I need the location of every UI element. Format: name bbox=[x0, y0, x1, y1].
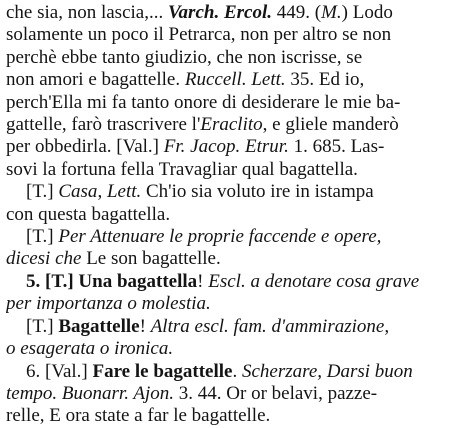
text-run: 5. [T.] bbox=[26, 270, 79, 292]
text-line bbox=[6, 293, 464, 315]
text-line bbox=[6, 181, 464, 203]
text-line bbox=[6, 92, 464, 114]
text-line bbox=[6, 24, 464, 46]
text-run: 35. Ed io, bbox=[285, 69, 365, 91]
text-run: 1. 685. Las- bbox=[288, 136, 385, 158]
text-run: Scherzare, Darsi buon bbox=[241, 360, 413, 382]
text-run: non amori e bagattelle. bbox=[6, 69, 185, 91]
text-run: M. bbox=[321, 2, 342, 23]
text-run: tempo. Buonarr. Ajon. bbox=[6, 382, 175, 404]
text-run: Casa bbox=[58, 181, 98, 203]
text-run: [T.] bbox=[26, 181, 59, 203]
text-run: che sia, non lascia,... bbox=[6, 2, 168, 23]
text-line bbox=[6, 114, 464, 136]
text-run: [T.] bbox=[26, 315, 59, 337]
entry-body bbox=[6, 2, 464, 428]
text-run: perch'Ella mi fa tanto onore di desiderare le mie ba- bbox=[6, 91, 401, 113]
text-run: . bbox=[232, 360, 242, 382]
text-run: per importanza o molestia. bbox=[6, 293, 211, 315]
text-line bbox=[6, 47, 464, 69]
text-line bbox=[6, 361, 464, 383]
text-run: 3. 44. Or or belavi, pazze- bbox=[174, 382, 378, 404]
text-run: ) Lodo bbox=[341, 2, 393, 23]
text-line bbox=[6, 338, 464, 360]
text-run: sovi la fortuna fella Travagliar qual bagattella. bbox=[6, 158, 358, 180]
text-run: 6. [Val.] bbox=[26, 360, 93, 382]
text-line bbox=[6, 226, 464, 248]
text-run: Fare le bagattelle bbox=[92, 360, 233, 382]
text-run: con questa bagattella. bbox=[6, 203, 171, 225]
text-run: Escl. a denotare cosa grave bbox=[208, 270, 420, 292]
text-run: per obbedirla. [Val.] bbox=[6, 136, 164, 158]
text-run: Altra escl. fam. d'ammirazione, bbox=[150, 315, 390, 337]
text-line bbox=[6, 159, 464, 181]
text-run: relle, E ora state a far le bagattelle. bbox=[6, 405, 271, 427]
text-run: Eraclito bbox=[200, 114, 263, 136]
text-run: Lett. bbox=[106, 181, 142, 203]
text-run: solamente un poco il Petrarca, non per altro se non bbox=[6, 24, 392, 46]
text-run: Una bagattella bbox=[78, 270, 198, 292]
text-line bbox=[6, 248, 464, 270]
text-run: 449. ( bbox=[271, 2, 322, 23]
text-run: [T.] bbox=[26, 226, 59, 248]
text-run: ! bbox=[139, 315, 151, 337]
text-run: Ruccell. Lett. bbox=[184, 69, 286, 91]
text-run: Varch. Ercol. bbox=[167, 2, 272, 23]
text-line bbox=[6, 204, 464, 226]
text-run: Per Attenuare le proprie faccende e opere, bbox=[58, 226, 382, 248]
text-run: gattelle, farò trascrivere l' bbox=[6, 114, 201, 136]
text-line bbox=[6, 136, 464, 158]
text-run: , bbox=[97, 181, 107, 203]
text-run: Bagattelle bbox=[58, 315, 140, 337]
text-run: dicesi che bbox=[6, 248, 82, 270]
text-run: Fr. Jacop. Etrur. bbox=[163, 136, 289, 158]
text-line bbox=[6, 383, 464, 405]
text-run: Le son bagattelle. bbox=[81, 248, 221, 270]
text-line bbox=[6, 69, 464, 91]
text-run: Ch'io sia voluto ire in istampa bbox=[141, 181, 374, 203]
text-run: ! bbox=[197, 270, 209, 292]
text-line bbox=[6, 316, 464, 338]
text-line bbox=[6, 2, 464, 24]
text-run: , e gliele manderò bbox=[262, 114, 399, 136]
text-run: o esagerata o ironica. bbox=[6, 338, 174, 360]
text-run: perchè ebbe tanto giudizio, che non iscrisse, se bbox=[6, 46, 363, 68]
text-line bbox=[6, 271, 464, 293]
